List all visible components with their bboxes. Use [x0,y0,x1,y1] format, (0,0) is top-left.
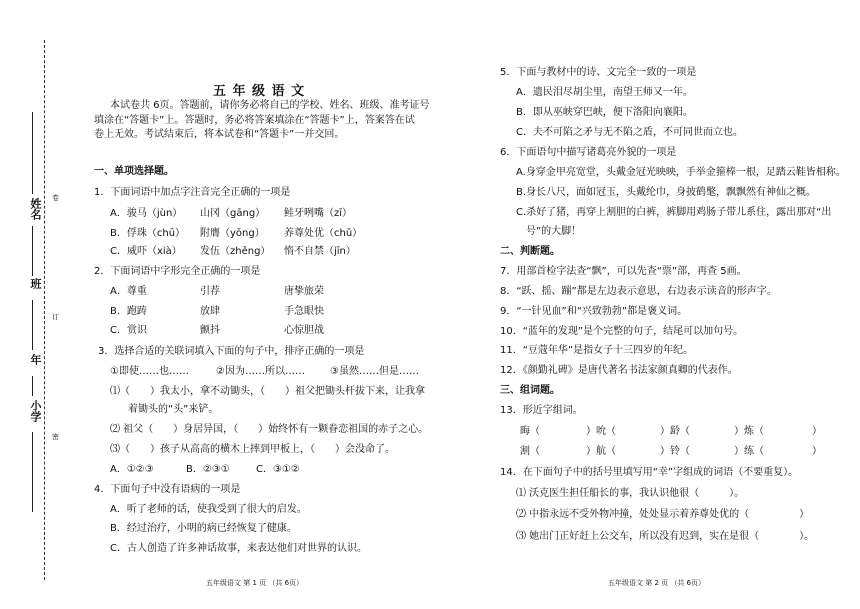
q1-option-b3: 养尊处优（chǔ） [284,228,363,239]
q13-r2-cell-2: ）航（ [586,446,616,457]
school-underline [32,432,33,512]
q1-option-a2: 山冈（gāng） [200,208,266,219]
q13-r1-cell-1: 晦（ [520,426,540,437]
page-1-footer: 五年级语文 第 1 页 （共 6页） [206,579,304,587]
q13-r2-cell-1: 割（ [520,446,540,457]
q14-sentence-2: ⑵ 中指永远不受外物冲撞，处处显示着养尊处优的（ ） [516,509,810,520]
q13-r2-cell-5: ） [812,446,822,457]
q3-conj-3: ③虽然……但是…… [330,366,419,377]
seal-char-2: 订 [52,313,59,321]
instruction-line-3: 卷上无效。考试结束后，将本试卷和“答题卡”一并交回。 [94,129,345,140]
q1-option-c2: 发伍（zhěng） [200,246,271,257]
q2-option-b1: B．跑踌 [110,306,147,317]
page-2-footer: 五年级语文 第 2 页 （共 6页） [608,579,706,587]
q3-sentence-1b: 着锄头的“头”来铲。 [128,404,219,415]
judge-9: 9．“一针见血”和“兴致勃勃”都是褒义词。 [500,306,688,317]
q5-option-c: C．夫不可陷之矛与无不陷之盾，不可同世而立也。 [516,127,743,138]
judge-11: 11．“豆蔻年华”是指女子十三四岁的年纪。 [500,345,694,356]
q4-option-a: A．听了老师的话，使我受到了很大的启发。 [110,504,307,515]
exam-title: 五 年 级 语 文 [213,84,306,99]
instruction-line-2: 填涂在“答题卡”上。答题时，务必将答案填涂在“答题卡”上，答案答在试 [94,115,415,126]
q14-sentence-3: ⑶ 她出门正好赶上公交车，所以没有迟到，实在是很（ ）。 [516,531,815,542]
q13-r2-cell-4: ）练（ [734,446,764,457]
q2-option-c2: 颤抖 [200,325,220,336]
q1-option-a3: 鲑牙咧嘴（zī） [284,208,353,219]
class-label: 班 [29,278,42,289]
q1-option-c3: 惰不自禁（jīn） [284,246,356,257]
q13-stem: 13．形近字组词。 [500,405,583,416]
name-label: 姓名 [29,198,42,220]
q5-stem: 5．下面与教材中的诗、文完全一致的一项是 [500,67,697,78]
q3-sentence-3: ⑶（ ）孩子从高高的横木上摔到甲板上，（ ）会没命了。 [110,444,395,455]
q3-conj-2: ②因为……所以…… [216,366,305,377]
q3-stem: 3．选择合适的关联词填入下面的句子中，排序正确的一项是 [98,346,365,357]
q3-choice-b: B．②③① [186,464,230,475]
q4-option-b: B．经过治疗，小明的病已经恢复了健康。 [110,523,297,534]
seal-char-3: 密 [52,433,59,441]
q3-conj-1: ①即使……也…… [110,366,189,377]
judge-8: 8．“跃、摇、蹦”都是左边表示意思，右边表示读音的形声字。 [500,286,777,297]
q3-sentence-2: ⑵ 祖父（ ）身居异国，（ ）始终怀有一颗眷恋祖国的赤子之心。 [110,424,429,435]
q13-r1-cell-2: ）吮（ [586,426,616,437]
q13-r1-cell-4: ）炼（ [734,426,764,437]
q4-option-c: C．古人创造了许多神话故事，来表达他们对世界的认识。 [110,543,367,554]
instruction-line-1: 本试卷共 6页。答题前，请你务必将自己的学校、姓名、班级、准考证号 [110,100,430,111]
q1-option-c1: C．威吓（xià） [110,246,182,257]
judge-10: 10．“蓝年的发现”是个完整的句子，结尾可以加句号。 [500,326,744,337]
q3-choice-c: C．③①② [256,464,300,475]
q5-option-b: B．即从巫峡穿巴峡，便下洛阳向襄阳。 [516,107,693,118]
q1-option-b1: B．俘珠（chū） [110,228,186,239]
q2-option-c3: 心惊胆战 [284,325,324,336]
q3-sentence-1a: ⑴（ ）我太小，拿不动锄头，（ ）祖父把锄头杆拔下来，让我拿 [110,386,425,397]
q13-r2-cell-3: ）铃（ [660,446,690,457]
seal-dashed-line [44,40,45,580]
q13-r1-cell-5: ） [812,426,822,437]
section-2-heading: 二、判断题。 [500,246,560,257]
judge-7: 7．用部首检字法查“飘”，可以先查“票”部，再查 5画。 [500,266,747,277]
name-underline [32,112,33,194]
q6-option-c-line1: C.杀好了猪，再穿上割胆的白裤，裤脚用鸡肠子带儿系住，露出那对“出 [516,207,832,218]
q6-option-c-line2: 号”的大脚！ [526,226,582,237]
judge-12: 12．《颜勤礼碑》是唐代著名书法家颜真卿的代表作。 [500,365,738,376]
q14-stem: 14．在下面句子中的括号里填写用“幸”字组成的词语（不要重复）。 [500,467,799,478]
q13-r1-cell-3: ）龄（ [660,426,690,437]
q5-option-a: A．遗民泪尽胡尘里，南望王师又一年。 [516,87,693,98]
q1-stem: 1．下面词语中加点字注音完全正确的一项是 [94,187,291,198]
q4-stem: 4．下面句子中没有语病的一项是 [94,484,241,495]
q6-option-a: A.身穿金甲亮宽堂，头戴金冠光映映，手举金箍棒一根，足踏云鞋皆相称。 [516,167,846,178]
grade-underline [32,300,33,350]
q6-stem: 6．下面语句中描写诸葛亮外貌的一项是 [500,147,677,158]
class-underline [32,226,33,276]
q2-stem: 2．下面词语中字形完全正确的一项是 [94,266,261,277]
q6-option-b: B.身长八尺，面如冠玉，头戴纶巾，身披鹤氅，飘飘然有神仙之概。 [516,187,817,198]
section-1-heading: 一、单项选择题。 [94,166,174,177]
q2-option-a3: 唐挚旅荣 [284,286,324,297]
school-underline-top [32,376,33,396]
q2-option-c1: C．赏识 [110,325,147,336]
q2-option-b3: 手急眼快 [284,306,324,317]
q1-option-b2: 附膺（yōng） [200,228,265,239]
q2-option-b2: 放肆 [200,306,220,317]
q14-sentence-1: ⑴ 沃克医生担任船长的事，我认识他很（ ）。 [516,488,745,499]
seal-char-1: 卷 [52,194,59,202]
section-3-heading: 三、组词题。 [500,385,560,396]
q2-option-a2: 引荐 [200,286,220,297]
q3-choice-a: A．①②③ [110,464,154,475]
q2-option-a1: A．尊重 [110,286,147,297]
grade-label: 年 [29,354,42,365]
school-label: 小学 [29,400,42,422]
q1-option-a1: A．骏马（jùn） [110,208,183,219]
